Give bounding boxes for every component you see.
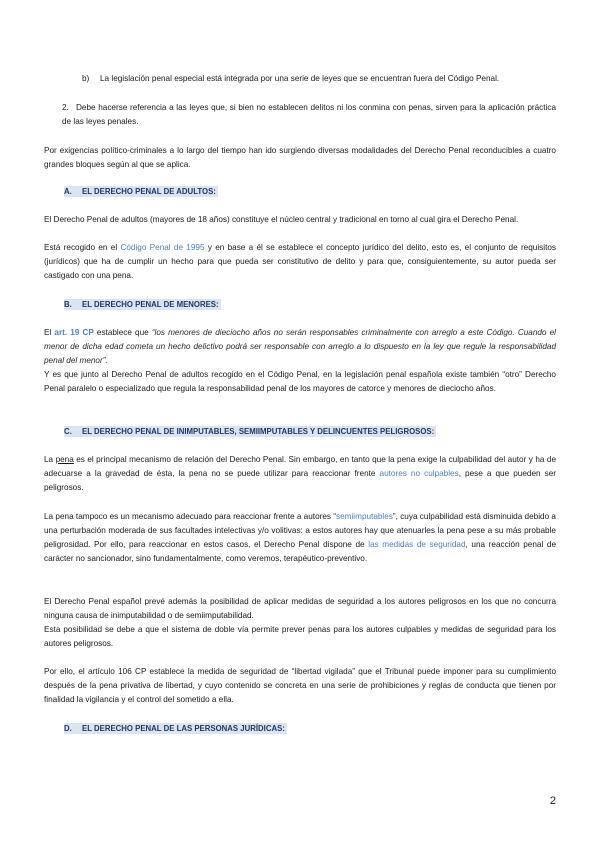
codigo-penal-link[interactable]: Código Penal de 1995 bbox=[120, 243, 205, 252]
section-c-p2-text-before: La pena tampoco es un mecanismo adecuado para reaccionar frente a autores “ bbox=[44, 512, 337, 521]
list-item-b-label: b) bbox=[82, 74, 90, 83]
section-c-p1-text-before: La bbox=[44, 455, 56, 464]
section-b-paragraph-2: Y es que junto al Derecho Penal de adultos recogido en el Código Penal, en la legislación penal española existe también “otro” Derecho Penal paralelo o especializado que regula la responsabilidad penal de los mayores de catorce y menores de dieciocho años. bbox=[44, 370, 556, 393]
section-c-paragraph-1 bbox=[44, 453, 556, 495]
section-b-p1-text-mid: establece que bbox=[93, 328, 152, 337]
section-c-title: EL DERECHO PENAL DE INIMPUTABLES, SEMIIMPUTABLES Y DELINCUENTES PELIGROSOS: bbox=[82, 427, 435, 436]
section-a-heading bbox=[44, 185, 556, 199]
list-item-2-label: 2. bbox=[62, 103, 69, 112]
art-19-cp-link[interactable]: art. 19 CP bbox=[54, 328, 94, 337]
section-c-p1-text-mid: es el principal mecanismo de relación del Derecho Penal. Sin embargo, en tanto que la pena exige la culpabilidad del autor y ha de adecuarse a la gravedad de ésta, la pena no se puede utilizar para reaccionar frente bbox=[44, 455, 556, 478]
page-number: 2 bbox=[549, 795, 556, 807]
list-item-b bbox=[82, 72, 556, 86]
section-d-letter: D. bbox=[64, 724, 72, 733]
section-b-paragraph-1 bbox=[44, 326, 556, 368]
autores-no-culpables-link[interactable]: autores no culpables bbox=[379, 469, 459, 478]
section-a-p2-text-before: Está recogido en el bbox=[44, 243, 121, 252]
section-c-p2-text-mid: ”, cuya culpabilidad está disminuida debido a una perturbación moderada de sus facultades intelectivas y/o volitivas: a estos autores hay que atenuarles la pena pese a su más probable peligrosidad. Por ello, para reaccionar en estos casos, el Derecho Penal dispone de bbox=[44, 512, 556, 549]
section-a-paragraph-2 bbox=[44, 241, 556, 283]
medidas-de-seguridad-link[interactable]: las medidas de seguridad bbox=[368, 540, 466, 549]
section-b-letter: B. bbox=[64, 300, 72, 309]
section-c-p2-text-after: , una reacción penal de carácter no sancionador, sino fundamentalmente, como veremos, terapéutico-preventivo. bbox=[44, 540, 556, 563]
section-c-letter: C. bbox=[64, 427, 72, 436]
list-item-2 bbox=[62, 101, 556, 129]
section-d-title: EL DERECHO PENAL DE LAS PERSONAS JURÍDICAS: bbox=[82, 724, 285, 733]
section-c-p1-text-after: , pese a que pueden ser peligrosos. bbox=[44, 469, 556, 492]
list-item-b-text: La legislación penal especial está integrada por una serie de leyes que se encuentran fuera del Código Penal. bbox=[100, 74, 500, 83]
section-c-paragraph-2 bbox=[44, 510, 556, 566]
section-b-title: EL DERECHO PENAL DE MENORES: bbox=[82, 300, 219, 309]
pena-link[interactable]: pena bbox=[55, 455, 74, 464]
section-b-p1-text-before: El bbox=[44, 328, 55, 337]
list-item-2-text: Debe hacerse referencia a las leyes que, si bien no establecen delitos ni los conmina con penas, sirven para la aplicación práctica de las leyes penales. bbox=[62, 103, 556, 126]
intro-paragraph: Por exigencias político-criminales a lo largo del tiempo han ido surgiendo diversas modalidades del Derecho Penal reconducibles a cuatro grandes bloques según al que se aplica. bbox=[44, 146, 556, 169]
section-b-quote: “los menores de dieciocho años no serán responsables criminalmente con arreglo a este Código. Cuando el menor de dicha edad cometa un hecho delictivo podrá ser responsable con arreglo a lo dispuesto en la ley que regule la responsabilidad penal del menor”. bbox=[44, 328, 556, 365]
section-c-paragraph-4: Esta posibilidad se debe a que el sistema de doble vía permite prever penas para los autores culpables y medidas de seguridad para los autores peligrosos. bbox=[44, 625, 556, 648]
section-c-heading bbox=[44, 425, 556, 439]
section-c-paragraph-5: Por ello, el artículo 106 CP establece la medida de seguridad de “libertad vigilada” que el Tribunal puede imponer para su cumplimiento después de la pena privativa de libertad, y cuyo contenido se concreta en una serie de prohibiciones y reglas de conducta que tienen por finalidad la vigilancia y el control del sometido a ella. bbox=[44, 667, 556, 704]
section-d-heading bbox=[44, 722, 556, 736]
section-b-heading bbox=[44, 298, 556, 312]
semiimputables-link[interactable]: semiimputables bbox=[336, 512, 393, 521]
section-a-paragraph-1: El Derecho Penal de adultos (mayores de 18 años) constituye el núcleo central y tradicional en torno al cual gira el Derecho Penal. bbox=[44, 215, 519, 224]
section-a-letter: A. bbox=[64, 187, 72, 196]
section-c-paragraph-3: El Derecho Penal español prevé además la posibilidad de aplicar medidas de seguridad a los autores peligrosos en los que no concurra ninguna causa de inimputabilidad o de semiimputabilidad. bbox=[44, 597, 556, 620]
section-a-title: EL DERECHO PENAL DE ADULTOS: bbox=[82, 187, 216, 196]
section-a-p2-text-after: y en base a él se establece el concepto jurídico del delito, esto es, el conjunto de requisitos (jurídicos) que ha de cumplir un hecho para que pueda ser constitutivo de delito y para que, consiguientemente, su autor pueda ser castigado con una pena. bbox=[44, 243, 556, 280]
